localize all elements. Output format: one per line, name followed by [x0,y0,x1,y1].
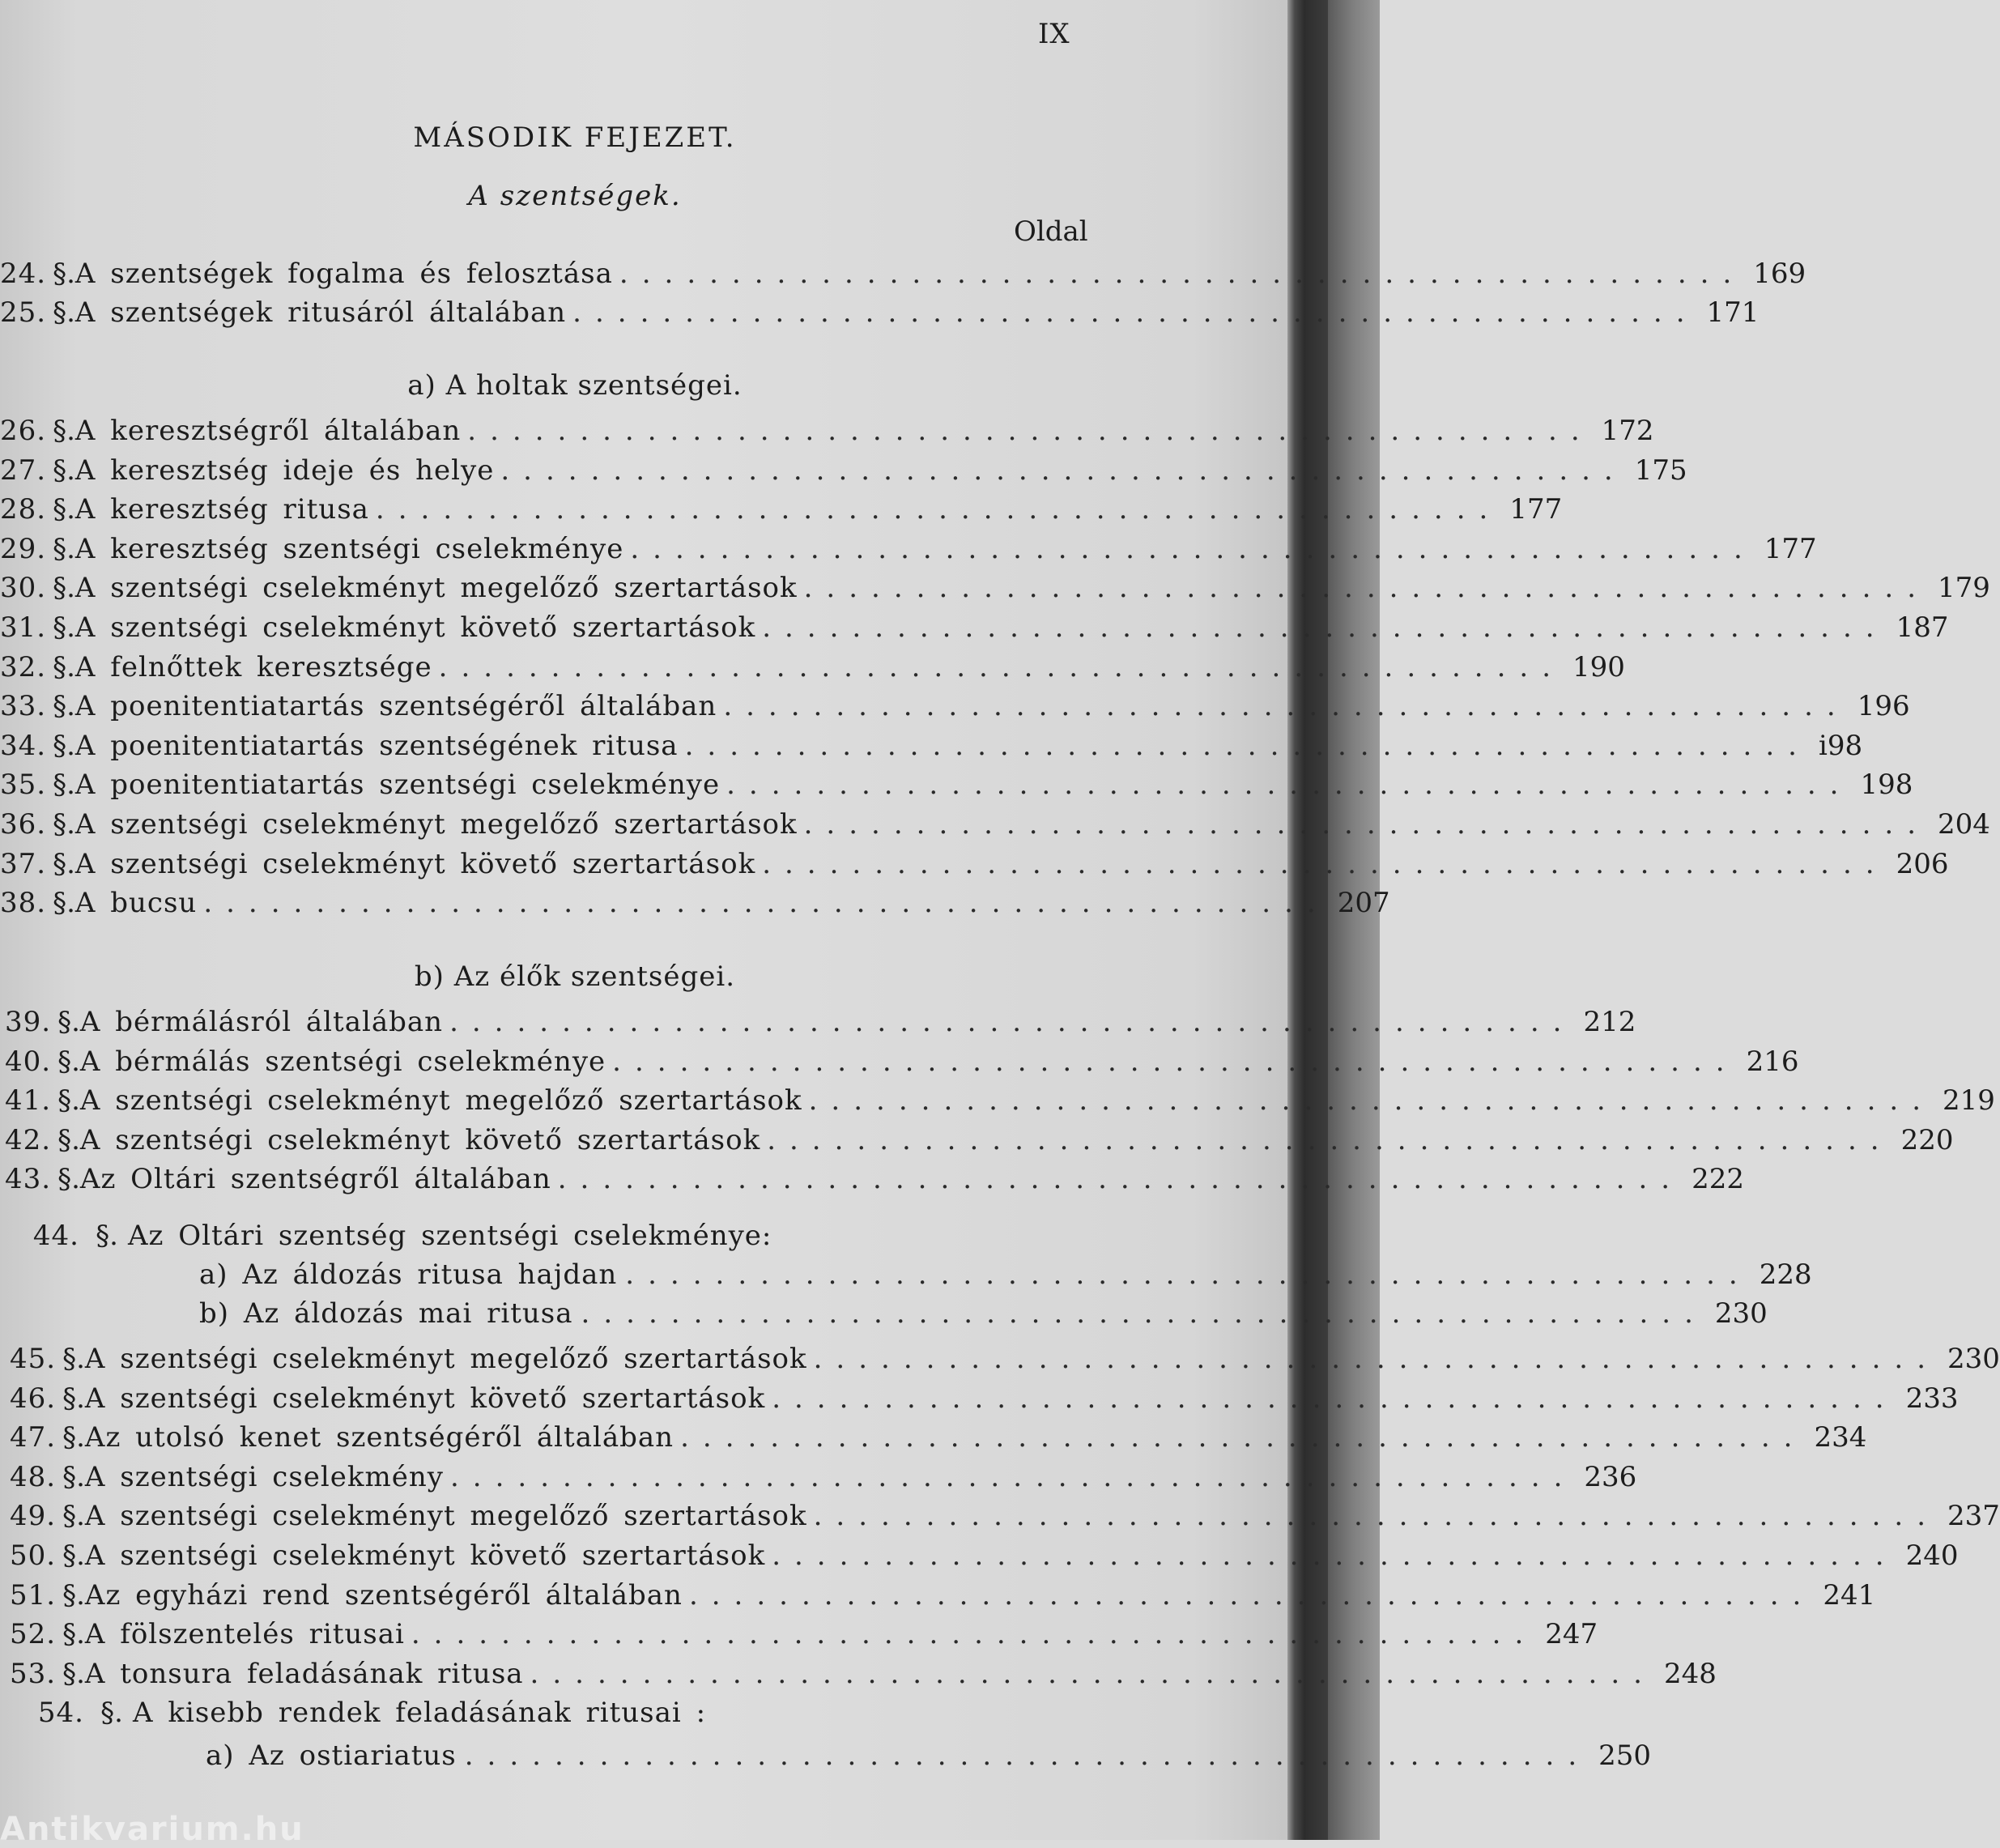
dot-leader: .................................................. [803,808,1930,841]
toc-entry [5,1006,1636,1041]
toc-entry [0,258,1806,293]
entry-title: A poenitentiatartás szentségének ritusa [74,729,679,762]
entry-number: 47. [10,1421,57,1454]
entry-title: A szentségek fogalma és felosztása [74,258,613,290]
entry-number: 42. [5,1123,52,1156]
section-symbol: §. [53,572,75,605]
entry-page: 172 [1601,415,1654,447]
section-symbol: §. [53,847,75,880]
entry-page: 236 [1584,1460,1637,1493]
section-symbol: §. [57,1163,80,1195]
entry-page: 198 [1860,769,1913,802]
entry-title: Az utolsó kenet szentségéről általában [84,1421,674,1454]
entry-page: 187 [1896,611,1949,644]
dot-leader: .................................................. [203,887,1330,920]
toc-entry [10,1343,2000,1378]
entry-number: 28. [0,493,47,526]
dot-leader: .................................................. [557,1163,1684,1195]
toc-entry [0,572,1990,607]
entry-number: 35. [0,769,47,802]
entry-title: A keresztségről általában [74,415,462,447]
entry-title: A bérmálás szentségi cselekménye [79,1045,606,1078]
entry-page: 212 [1583,1006,1636,1038]
entry-number: 31. [0,611,47,644]
section-symbol: §. [53,258,75,290]
dot-leader: .................................................. [612,1045,1738,1078]
entry-page: 177 [1764,532,1817,565]
entry-title: A poenitentiatartás szentségéről általában [74,690,717,723]
entry-number: 44. [32,1220,79,1252]
entry-page: 219 [1943,1084,1995,1117]
entry-number: 48. [10,1460,57,1493]
dot-leader: .................................................. [803,572,1930,605]
section-symbol: §. [53,690,75,723]
entry-number: 36. [0,808,47,841]
toc-entry [0,690,1910,726]
dot-leader: .................................................. [500,453,1627,487]
entry-title: A szentségi cselekmény [84,1460,444,1493]
dot-leader: .................................................. [813,1500,1940,1533]
section-symbol: §. [62,1500,85,1533]
entry-page: 175 [1634,453,1687,487]
entry-title: A bérmálásról általában [79,1006,444,1038]
toc-entry [0,415,1654,450]
entry-title: A tonsura feladásának ritusa [84,1657,524,1690]
entry-title: A szentségek ritusáról általában [74,296,567,329]
entry-number: 27. [0,453,47,487]
entry-page: 177 [1509,493,1563,526]
dot-leader: .................................................. [762,611,1888,644]
entry-number: 25. [0,296,47,329]
entry-page: 179 [1938,572,1990,605]
dot-leader: .................................................. [723,690,1849,723]
entry-title: A kisebb rendek feladásának ritusai : [133,1697,707,1730]
entry-number: 37. [0,847,47,880]
section-symbol: §. [100,1697,123,1730]
toc-entry [10,1697,1106,1732]
entry-page: 241 [1823,1578,1876,1612]
section-symbol: §. [53,650,75,683]
toc-entry [10,1657,1717,1693]
page-column-header: Oldal [1014,215,1088,248]
toc-entry [10,1382,1959,1418]
dot-leader: .................................................. [411,1618,1538,1651]
entry-page: 171 [1706,296,1760,329]
entry-page: 190 [1572,650,1625,683]
entry-page: 237 [1947,1500,2000,1533]
entry-number: 41. [5,1084,52,1117]
entry-title: A keresztség szentségi cselekménye [74,532,624,565]
entry-number: 49. [10,1500,57,1533]
entry-title: A felnőttek keresztsége [74,650,432,683]
entry-page: 206 [1896,847,1949,880]
dot-leader: .................................................. [581,1297,1707,1330]
entry-number: 51. [10,1578,57,1612]
dot-leader: .................................................. [684,729,1811,762]
entry-title: Az Oltári szentségről általában [79,1163,551,1195]
section-symbol: §. [62,1421,85,1454]
section-symbol: §. [57,1045,80,1078]
subentry-title: a) Az ostiariatus [206,1739,457,1772]
entry-title: Az Oltári szentség szentségi cselekménye: [128,1220,772,1252]
entry-title: A szentségi cselekményt követő szertartások [84,1539,766,1572]
entry-page: 233 [1905,1382,1959,1415]
toc-entry [5,1045,1799,1081]
subentry-page: 228 [1759,1258,1812,1291]
entry-number: 34. [0,729,47,762]
dot-leader: .................................................. [438,650,1565,683]
toc-entry [10,1421,1867,1457]
dot-leader: .................................................. [772,1539,1898,1572]
section-symbol: §. [53,415,75,447]
entry-number: 38. [0,887,47,920]
section-heading: a) A holtak szentségei. [407,369,743,402]
entry-title: A poenitentiatartás szentségi cselekménye [74,769,721,802]
chapter-title: MÁSODIK FEJEZET. [413,121,737,154]
entry-page: 216 [1746,1045,1799,1078]
dot-leader: .................................................. [625,1258,1751,1291]
page-number: IX [1038,18,1070,50]
entry-title: A fölszentelés ritusai [84,1618,405,1651]
toc-entry [5,1123,1954,1160]
dot-leader: .................................................. [467,415,1594,447]
dot-leader: .................................................. [619,258,1746,290]
section-symbol: §. [62,1382,85,1415]
section-symbol: §. [53,769,75,802]
entry-number: 33. [0,690,47,723]
entry-number: 32. [0,650,47,683]
entry-number: 54. [37,1697,84,1730]
toc-entry [5,1163,1745,1199]
entry-page: 230 [1947,1343,2000,1375]
section-symbol: §. [62,1618,85,1651]
entry-page: 169 [1753,258,1806,290]
toc-entry [0,493,1563,529]
entry-number: 26. [0,415,47,447]
toc-entry [0,453,1687,490]
entry-number: 39. [5,1006,52,1038]
toc-entry [10,1500,2000,1535]
section-symbol: §. [57,1006,80,1038]
section-symbol: §. [53,611,75,644]
entry-title: A szentségi cselekményt megelőző szertartások [84,1343,807,1375]
entry-title: A szentségi cselekményt követő szertartások [84,1382,766,1415]
entry-page: 220 [1900,1123,1954,1156]
section-symbol: §. [53,887,75,920]
entry-page: 222 [1691,1163,1745,1195]
entry-number: 40. [5,1045,52,1078]
entry-number: 52. [10,1618,57,1651]
entry-page: 240 [1905,1539,1959,1572]
entry-title: A szentségi cselekményt követő szertartások [74,847,756,880]
section-heading: b) Az élők szentségei. [414,960,736,993]
watermark: Antikvarium.hu [0,1811,304,1848]
dot-leader: .................................................. [772,1382,1898,1415]
subentry-title: a) Az áldozás ritusa hajdan [199,1258,618,1291]
section-symbol: §. [62,1343,85,1375]
dot-leader: .................................................. [767,1123,1893,1156]
section-symbol: §. [53,296,75,329]
entry-page: 234 [1814,1421,1867,1454]
entry-number: 29. [0,532,47,565]
toc-entry [10,1618,1598,1654]
entry-title: A keresztség ideje és helye [74,453,495,487]
section-symbol: §. [62,1539,85,1572]
dot-leader: .................................................. [464,1739,1591,1772]
entry-number: 46. [10,1382,57,1415]
toc-entry [0,296,1760,332]
entry-title: A keresztség ritusa [74,493,369,526]
section-symbol: §. [53,453,75,487]
entry-number: 24. [0,258,47,290]
dot-leader: .................................................. [688,1578,1815,1612]
dot-leader: .................................................. [680,1421,1806,1454]
toc-entry [0,650,1625,687]
toc-subentry [199,1297,1768,1333]
toc-entry [0,729,1863,765]
toc-entry [5,1220,1101,1255]
dot-leader: .................................................. [726,769,1853,802]
dot-leader: .................................................. [813,1343,1940,1375]
toc-subentry [199,1258,1812,1294]
dot-leader: .................................................. [572,296,1699,329]
toc-entry [0,847,1949,884]
entry-number: 45. [10,1343,57,1375]
toc-entry [10,1539,1959,1575]
entry-number: 53. [10,1657,57,1690]
entry-title: A bucsu [74,887,198,920]
dot-leader: .................................................. [762,847,1888,880]
dot-leader: .................................................. [449,1006,1576,1038]
toc-subentry [206,1739,1652,1775]
toc-entry [0,532,1817,568]
entry-number: 30. [0,572,47,605]
entry-page: 204 [1938,808,1990,841]
toc-entry [10,1460,1637,1497]
section-symbol: §. [57,1123,80,1156]
section-symbol: §. [53,532,75,565]
entry-page: 196 [1857,690,1910,723]
toc-entry [0,611,1949,647]
toc-entry [0,769,1913,804]
section-symbol: §. [53,729,75,762]
section-symbol: §. [96,1220,118,1252]
chapter-subtitle: A szentségek. [468,180,682,212]
entry-title: A szentségi cselekményt megelőző szertartások [79,1084,802,1117]
entry-page: i98 [1818,729,1863,762]
toc-entry [0,808,1990,844]
entry-page: 207 [1337,887,1390,920]
entry-page: 248 [1663,1657,1717,1690]
section-symbol: §. [53,808,75,841]
entry-number: 43. [5,1163,52,1195]
entry-title: A szentségi cselekményt követő szertartások [74,611,756,644]
section-symbol: §. [57,1084,80,1117]
entry-page: 247 [1545,1618,1598,1651]
subentry-page: 230 [1714,1297,1768,1330]
toc-entry [0,887,1390,922]
dot-leader: .................................................. [530,1657,1656,1690]
dot-leader: .................................................. [450,1460,1577,1493]
section-symbol: §. [62,1460,85,1493]
entry-title: A szentségi cselekményt megelőző szertartások [74,572,798,605]
dot-leader: .................................................. [375,493,1502,526]
dot-leader: .................................................. [808,1084,1935,1117]
entry-title: A szentségi cselekményt megelőző szertartások [84,1500,807,1533]
subentry-page: 250 [1598,1739,1652,1772]
toc-entry [5,1084,1995,1120]
dot-leader: .................................................. [630,532,1756,565]
entry-title: A szentségi cselekményt követő szertartások [79,1123,761,1156]
entry-title: A szentségi cselekményt megelőző szertartások [74,808,798,841]
entry-title: Az egyházi rend szentségéről általában [84,1578,683,1612]
section-symbol: §. [62,1578,85,1612]
section-symbol: §. [62,1657,85,1690]
entry-number: 50. [10,1539,57,1572]
subentry-title: b) Az áldozás mai ritusa [199,1297,573,1330]
toc-entry [10,1578,1876,1615]
section-symbol: §. [53,493,75,526]
